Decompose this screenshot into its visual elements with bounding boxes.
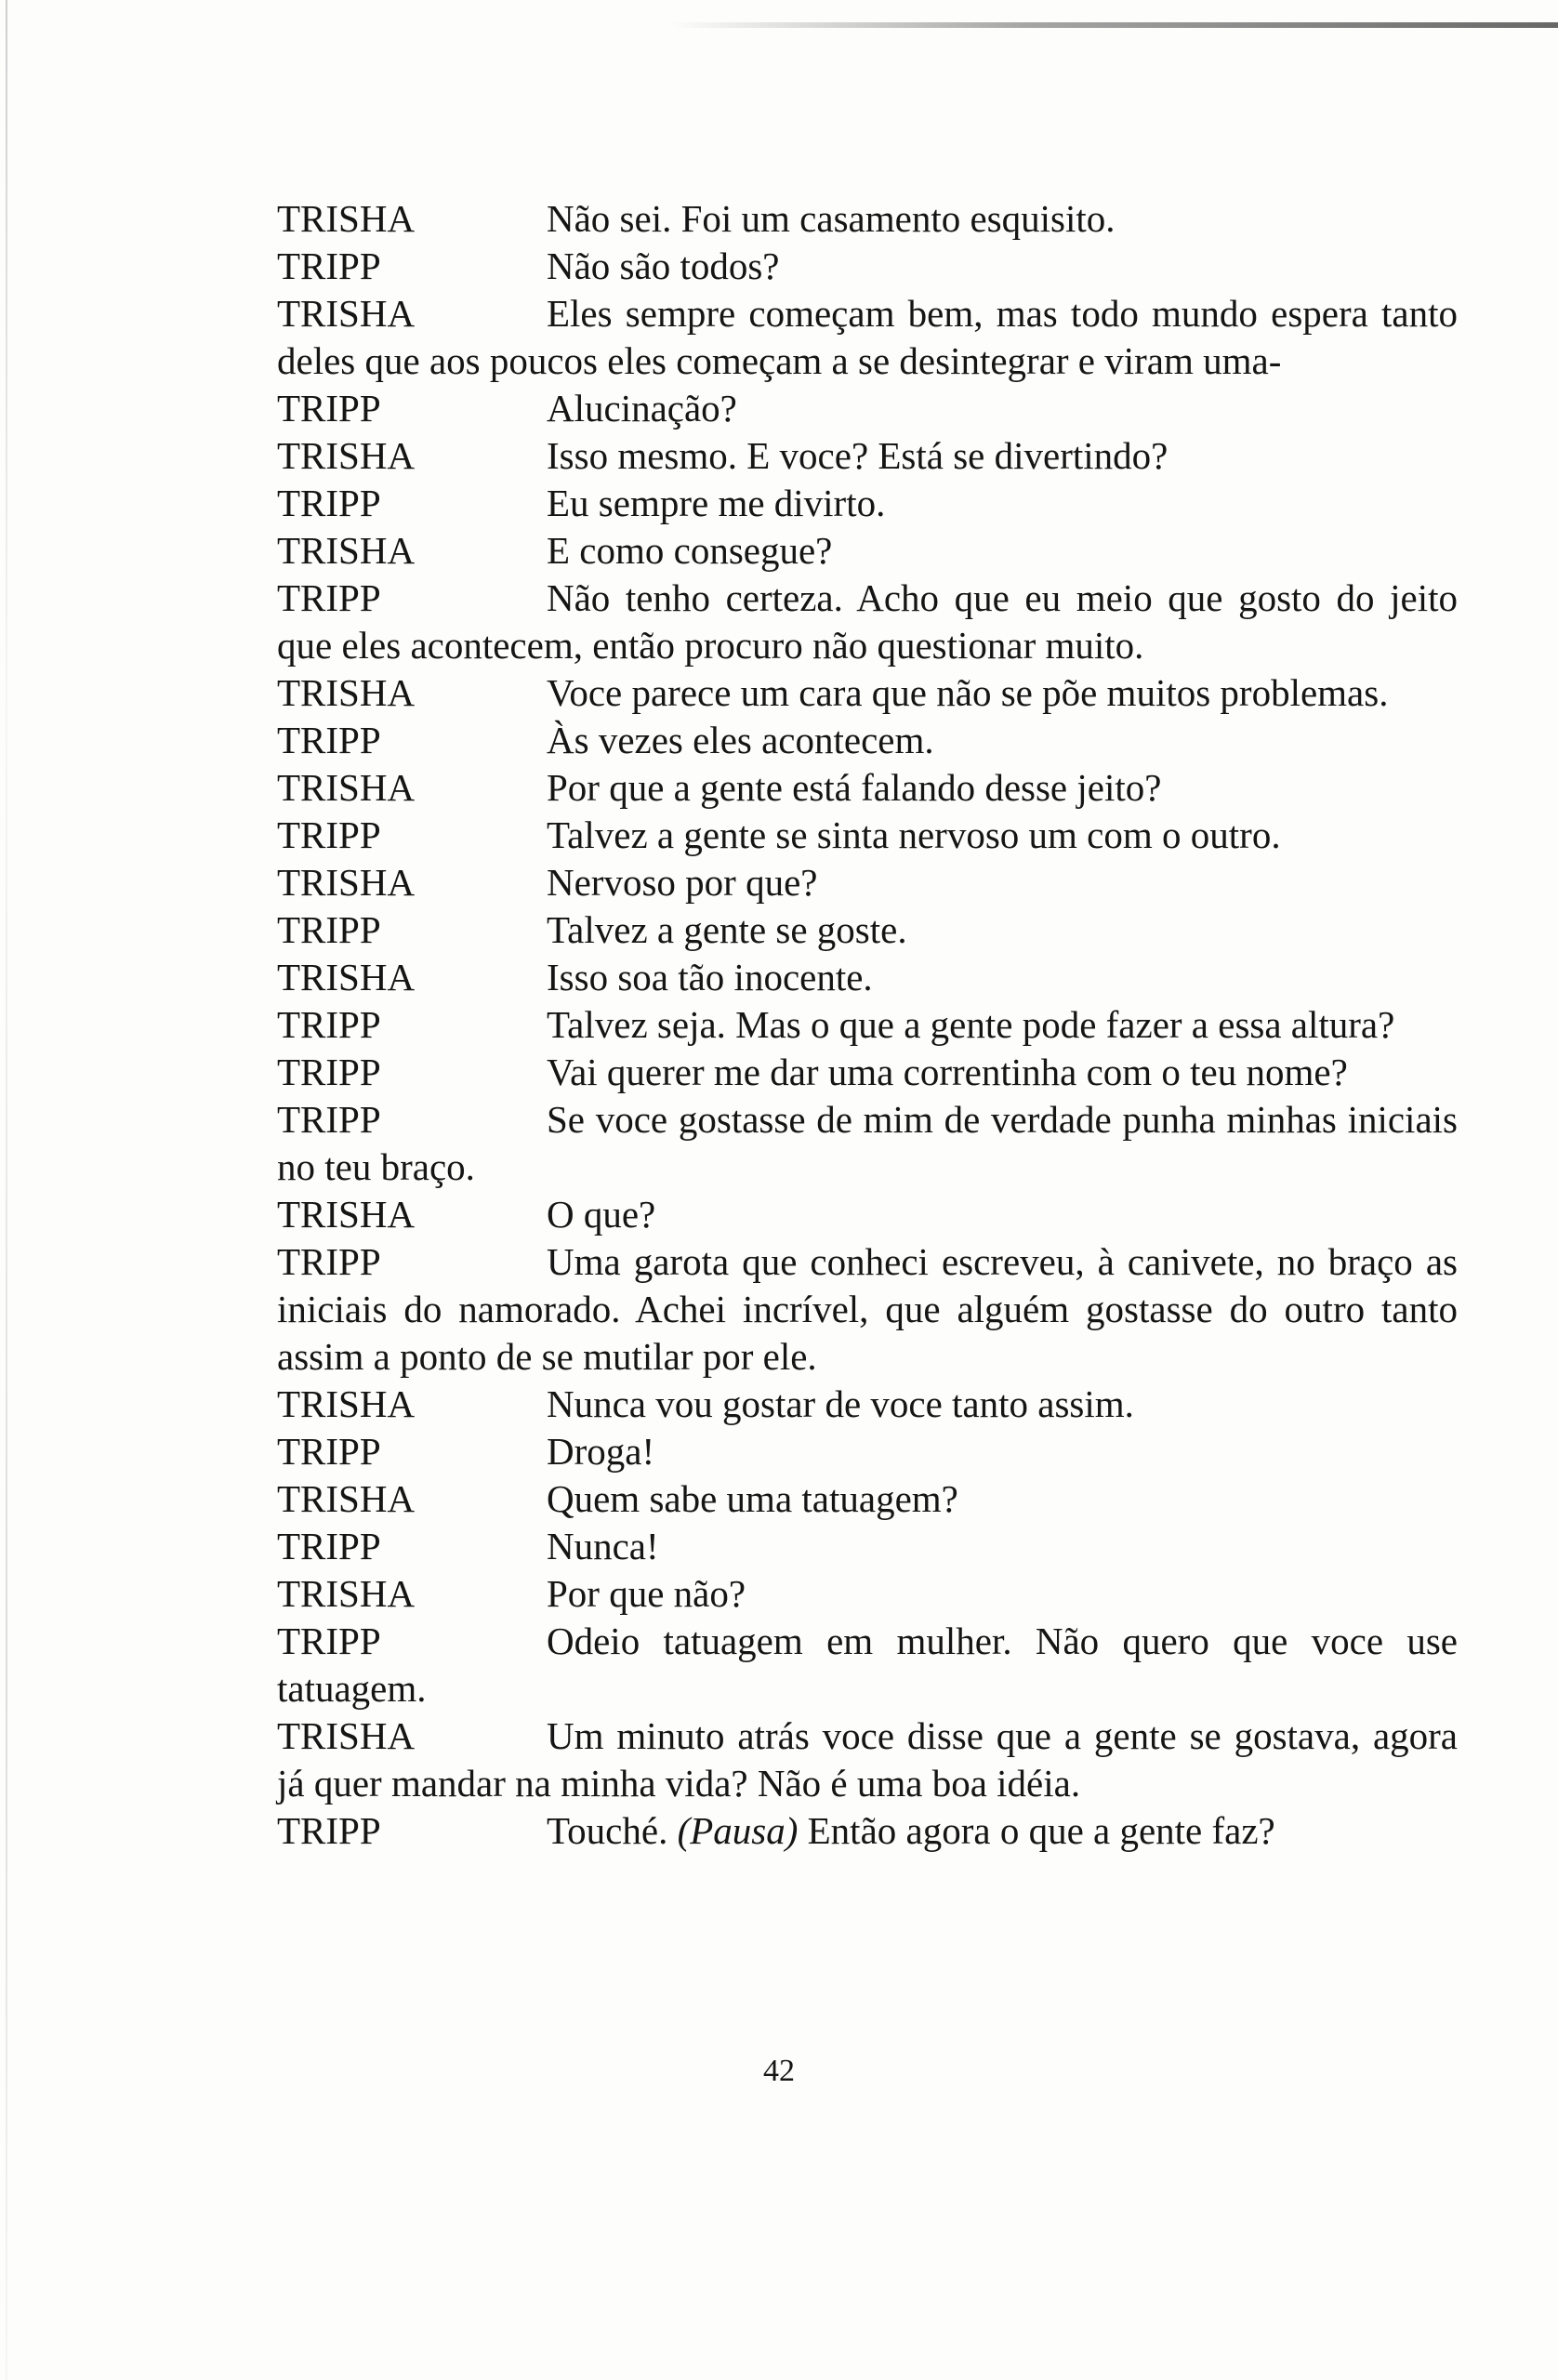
dialogue-text: Odeio tatuagem em mulher. Não quero que voce use tatuagem. [277, 1620, 1458, 1710]
speaker-name: TRISHA [277, 1382, 416, 1425]
dialogue-text: Eles sempre começam bem, mas todo mundo espera tanto deles que aos poucos eles começam a se desintegrar e viram uma- [277, 292, 1458, 382]
dialogue-entry [277, 1238, 1458, 1381]
dialogue-text: Alucinação? [547, 387, 737, 430]
dialogue-entry [277, 290, 1458, 385]
dialogue-text: Isso mesmo. E voce? Está se divertindo? [547, 434, 1168, 477]
dialogue-text: Talvez seja. Mas o que a gente pode fazer a essa altura? [547, 1003, 1395, 1046]
scan-edge-top-shadow [669, 22, 1558, 28]
dialogue-entry [277, 1001, 1458, 1049]
speaker-name: TRIPP [277, 1003, 381, 1046]
speaker-name: TRIPP [277, 482, 381, 524]
speaker-name: TRIPP [277, 576, 381, 619]
speaker-name: TRIPP [277, 1430, 381, 1473]
stage-direction: (Pausa) [677, 1809, 799, 1852]
dialogue-text: Uma garota que conheci escreveu, à canivete, no braço as iniciais do namorado. Achei incrível, que alguém gostasse do outro tanto assim a ponto de se mutilar por ele. [277, 1240, 1458, 1378]
dialogue-entry [277, 1712, 1458, 1807]
speaker-name: TRIPP [277, 719, 381, 761]
scan-edge-left-shadow [6, 0, 7, 2380]
dialogue-entry [277, 480, 1458, 527]
speaker-name: TRISHA [277, 197, 416, 240]
dialogue-text: Talvez a gente se goste. [547, 908, 907, 951]
page-number: 42 [763, 2054, 795, 2088]
dialogue-entry [277, 717, 1458, 764]
speaker-name: TRISHA [277, 956, 416, 998]
dialogue-entry [277, 812, 1458, 859]
dialogue-text: O que? [547, 1193, 656, 1236]
dialogue-entry [277, 432, 1458, 480]
dialogue-text: Não sei. Foi um casamento esquisito. [547, 197, 1116, 240]
dialogue-text: Vai querer me dar uma correntinha com o teu nome? [547, 1051, 1348, 1093]
speaker-name: TRISHA [277, 292, 416, 335]
dialogue-entry [277, 1618, 1458, 1712]
dialogue-entry [277, 195, 1458, 243]
dialogue-entry [277, 1191, 1458, 1238]
dialogue-entry [277, 1523, 1458, 1570]
dialogue-text: Eu sempre me divirto. [547, 482, 886, 524]
script-dialogue [277, 195, 1458, 1855]
dialogue-entry [277, 1096, 1458, 1191]
dialogue-entry [277, 575, 1458, 669]
speaker-name: TRIPP [277, 1240, 381, 1283]
speaker-name: TRIPP [277, 1809, 381, 1852]
speaker-name: TRIPP [277, 245, 381, 287]
dialogue-text: Nunca! [547, 1525, 659, 1567]
dialogue-text: Isso soa tão inocente. [547, 956, 873, 998]
dialogue-entry [277, 527, 1458, 575]
dialogue-text: E como consegue? [547, 529, 833, 572]
speaker-name: TRISHA [277, 1714, 416, 1757]
speaker-name: TRISHA [277, 766, 416, 809]
dialogue-text: Touché. [547, 1809, 678, 1852]
speaker-name: TRIPP [277, 387, 381, 430]
dialogue-entry [277, 764, 1458, 812]
dialogue-entry [277, 1475, 1458, 1523]
speaker-name: TRIPP [277, 908, 381, 951]
speaker-name: TRIPP [277, 1620, 381, 1662]
dialogue-text: Por que não? [547, 1572, 746, 1615]
dialogue-text-continued: Então agora o que a gente faz? [798, 1809, 1275, 1852]
dialogue-entry [277, 1807, 1458, 1855]
speaker-name: TRISHA [277, 671, 416, 714]
speaker-name: TRISHA [277, 1572, 416, 1615]
speaker-name: TRIPP [277, 1051, 381, 1093]
dialogue-text: Voce parece um cara que não se põe muitos problemas. [547, 671, 1389, 714]
dialogue-text: Nunca vou gostar de voce tanto assim. [547, 1382, 1134, 1425]
dialogue-entry [277, 1428, 1458, 1475]
dialogue-entry [277, 1570, 1458, 1618]
dialogue-text: Um minuto atrás voce disse que a gente se gostava, agora já quer mandar na minha vida? Não é uma boa idéia. [277, 1714, 1458, 1805]
dialogue-entry [277, 1381, 1458, 1428]
dialogue-entry [277, 954, 1458, 1001]
dialogue-text: Talvez a gente se sinta nervoso um com o outro. [547, 813, 1281, 856]
speaker-name: TRISHA [277, 861, 416, 904]
speaker-name: TRISHA [277, 1193, 416, 1236]
speaker-name: TRIPP [277, 1098, 381, 1141]
speaker-name: TRISHA [277, 1477, 416, 1520]
dialogue-entry [277, 906, 1458, 954]
dialogue-entry [277, 243, 1458, 290]
dialogue-entry [277, 669, 1458, 717]
dialogue-entry [277, 859, 1458, 906]
dialogue-text: Quem sabe uma tatuagem? [547, 1477, 958, 1520]
dialogue-text: Por que a gente está falando desse jeito? [547, 766, 1162, 809]
dialogue-text: Às vezes eles acontecem. [547, 719, 934, 761]
dialogue-entry [277, 385, 1458, 432]
dialogue-text: Nervoso por que? [547, 861, 818, 904]
dialogue-text: Se voce gostasse de mim de verdade punha minhas iniciais no teu braço. [277, 1098, 1458, 1188]
dialogue-text: Droga! [547, 1430, 655, 1473]
speaker-name: TRIPP [277, 1525, 381, 1567]
dialogue-text: Não tenho certeza. Acho que eu meio que gosto do jeito que eles acontecem, então procuro não questionar muito. [277, 576, 1458, 667]
speaker-name: TRISHA [277, 529, 416, 572]
dialogue-entry [277, 1049, 1458, 1096]
dialogue-text: Não são todos? [547, 245, 780, 287]
speaker-name: TRIPP [277, 813, 381, 856]
speaker-name: TRISHA [277, 434, 416, 477]
